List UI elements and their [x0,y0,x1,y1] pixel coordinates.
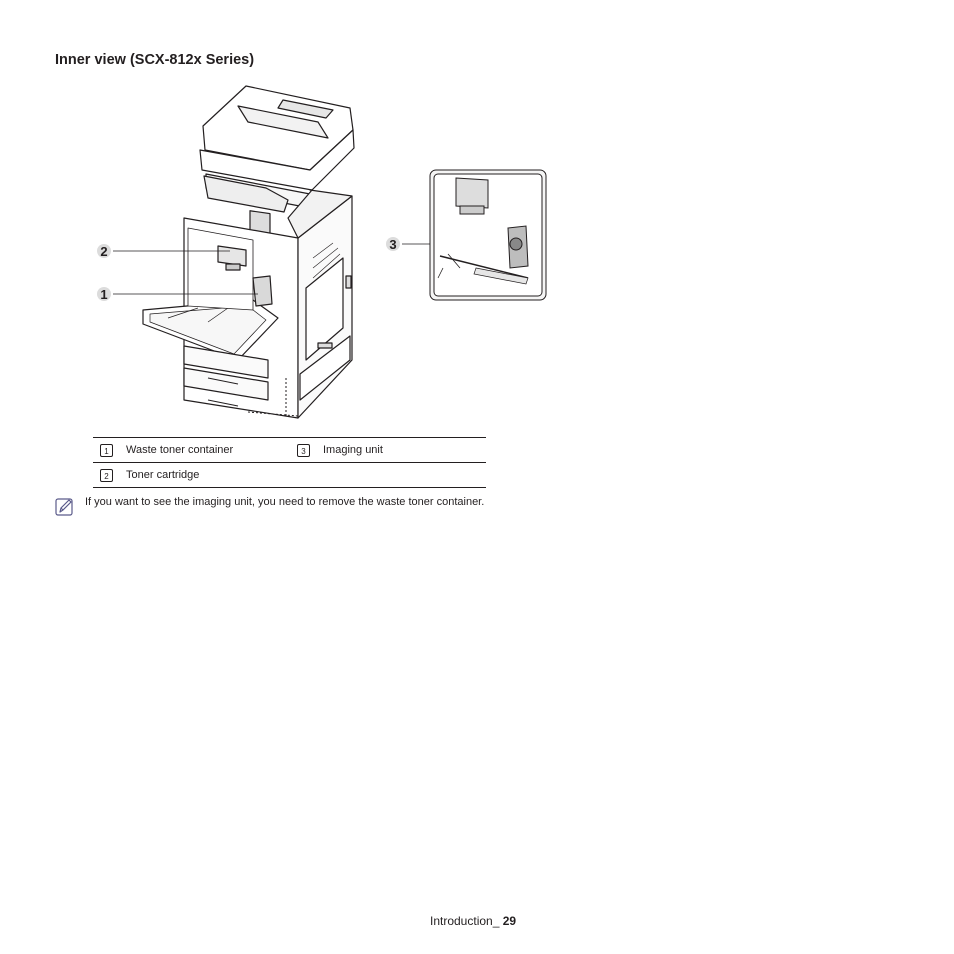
printer-inner-view-illustration [88,78,558,428]
callout-1: 1 [100,287,108,302]
callout-3: 3 [389,237,397,252]
legend-label: Waste toner container [126,444,234,456]
imaging-unit-inset [430,170,546,300]
legend-number: 2 [100,469,113,482]
legend-number: 1 [100,444,113,457]
page-footer [430,914,516,928]
callout-2: 2 [100,244,108,259]
legend-label: Imaging unit [323,444,383,456]
legend-label: Toner cartridge [126,469,200,481]
parts-legend-table [93,437,486,488]
footer-section: Introduction_ [430,914,500,928]
waste-toner-container-part [253,276,272,306]
legend-number: 3 [297,444,310,457]
table-row [93,438,486,463]
note-text: If you want to see the imaging unit, you need to remove the waste toner container. [85,496,485,508]
note-pencil-icon [55,497,75,517]
table-row [93,463,486,488]
toner-cartridge-part [218,246,246,266]
page-heading: Inner view (SCX-812x Series) [55,52,255,68]
page-number: 29 [502,914,517,928]
